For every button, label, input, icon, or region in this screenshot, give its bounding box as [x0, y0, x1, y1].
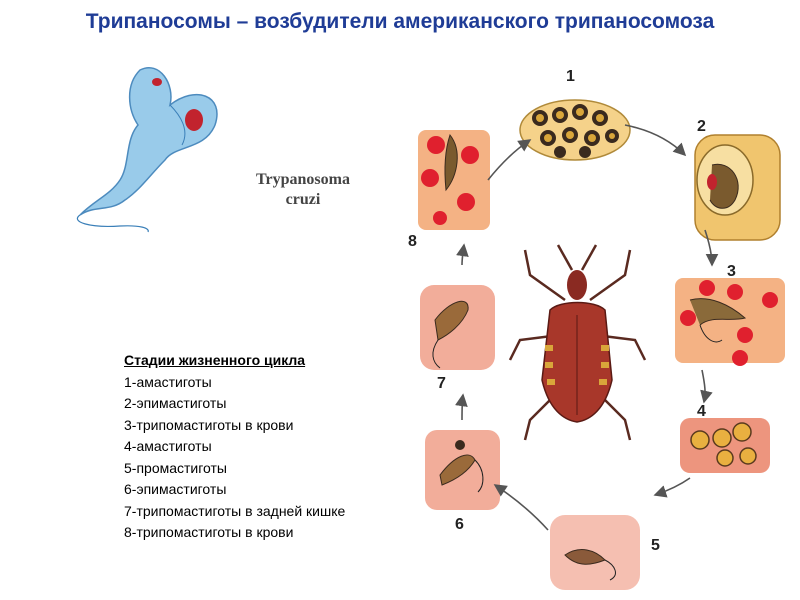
legend-item-4: 4-амастиготы [124, 438, 212, 454]
legend-header: Стадии жизненного цикла [124, 352, 306, 368]
trypanosoma-cruzi-illustration [77, 68, 217, 232]
species-epithet: cruzi [285, 191, 321, 208]
stage-number-1: 1 [566, 68, 575, 85]
stage-2-epimastigotes [695, 135, 780, 240]
stage-7-hindgut-trypomastigotes [420, 285, 495, 370]
stage-8-blood-trypomastigotes [418, 130, 490, 230]
stage-1-amastigotes [520, 100, 630, 160]
legend-item-7: 7-трипомастиготы в задней кишке [124, 502, 346, 519]
stage-4-amastigotes [680, 418, 770, 473]
stage-number-8: 8 [408, 233, 417, 250]
stage-number-6: 6 [455, 516, 464, 533]
legend-item-1: 1-амастиготы [124, 373, 212, 390]
legend-item-5: 5-промастиготы [124, 459, 227, 476]
stage-3-blood-trypomastigotes [675, 278, 785, 366]
life-cycle-legend [124, 350, 374, 544]
legend-item-6: 6-эпимастиготы [124, 481, 227, 497]
stage-6-epimastigotes [425, 430, 500, 510]
stage-number-7: 7 [437, 375, 446, 392]
triatomine-bug [510, 245, 645, 440]
species-genus: Trypanosoma [256, 171, 350, 188]
stage-number-2: 2 [697, 118, 706, 135]
species-label [248, 170, 358, 210]
stage-number-5: 5 [651, 537, 660, 554]
stage-5-promastigotes [550, 515, 640, 590]
stage-number-4: 4 [697, 403, 706, 420]
stage-number-3: 3 [727, 263, 736, 280]
page-title: Трипаносомы – возбудители американского трипаносомоза [85, 10, 715, 33]
legend-item-3: 3-трипомастиготы в крови [124, 416, 294, 433]
legend-item-2: 2-эпимастиготы [124, 395, 227, 411]
legend-item-8: 8-трипомастиготы в крови [124, 524, 294, 540]
